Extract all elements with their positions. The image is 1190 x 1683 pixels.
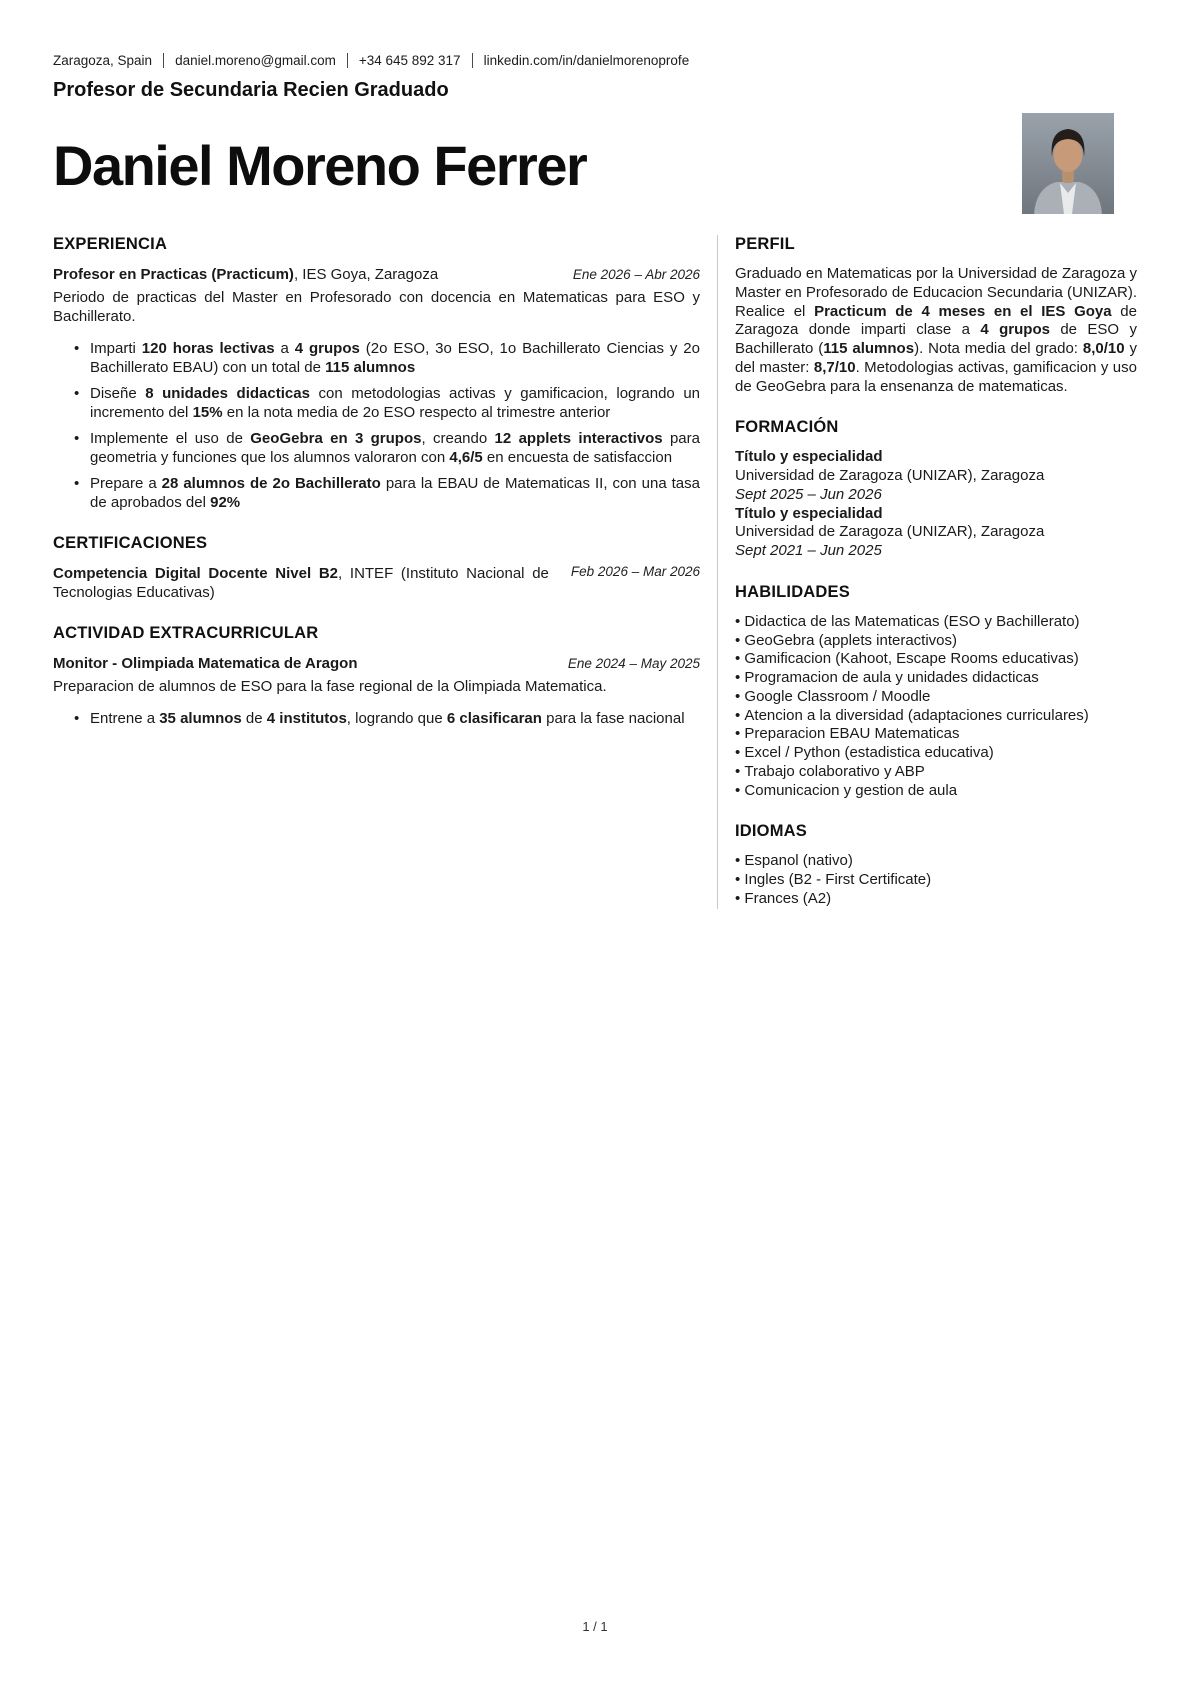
education-entry [735, 505, 1137, 561]
role-title: Monitor - Olimpiada Matematica de Aragon [53, 655, 358, 673]
language-item: • Ingles (B2 - First Certificate) [735, 871, 1137, 890]
entry-summary: Preparacion de alumnos de ESO para la fase regional de la Olimpiada Matematica. [53, 677, 607, 695]
contact-phone: +34 645 892 317 [358, 53, 461, 68]
education-dates: Sept 2025 – Jun 2026 [735, 485, 882, 503]
entry-dates: Ene 2024 – May 2025 [567, 656, 700, 672]
experience-entry [53, 265, 700, 512]
entry-summary: Periodo de practicas del Master en Profesorado con docencia en Matematicas para ESO y Bachillerato. [53, 288, 700, 325]
profile-photo [1022, 113, 1114, 214]
main-column [53, 235, 700, 909]
skill-item: • GeoGebra (applets interactivos) [735, 632, 1137, 651]
page-number: 1 / 1 [582, 1619, 608, 1634]
role-title: Profesor en Practicas (Practicum), IES Goya, Zaragoza [53, 266, 439, 283]
contact-email: daniel.moreno@gmail.com [175, 53, 336, 68]
skill-item: • Google Classroom / Moodle [735, 688, 1137, 707]
section-title-formacion: FORMACIÓN [735, 418, 839, 437]
bullet-item: • Entrene a 35 alumnos de 4 institutos, logrando que 6 clasificaran para la fase nacional [53, 709, 700, 728]
section-title-perfil: PERFIL [735, 235, 795, 253]
contact-linkedin: linkedin.com/in/danielmorenoprofe [483, 53, 690, 68]
skill-item: • Programacion de aula y unidades didacticas [735, 669, 1137, 688]
bullet-item: • Implemente el uso de GeoGebra en 3 grupos, creando 12 applets interactivos para geometria y funciones que los alumnos valoraron con 4,6/5 en encuesta de satisfaccion [53, 429, 700, 467]
sidebar-column [717, 235, 1137, 909]
bullet-list [53, 709, 700, 728]
contact-location: Zaragoza, Spain [53, 53, 153, 68]
school-name: Universidad de Zaragoza (UNIZAR), Zaragoza [735, 523, 1045, 541]
columns [53, 235, 1137, 909]
bullet-item: • Prepare a 28 alumnos de 2o Bachillerato para la EBAU de Matematicas II, con una tasa de aprobados del 92% [53, 474, 700, 512]
candidate-name: Daniel Moreno Ferrer [53, 134, 587, 197]
school-name: Universidad de Zaragoza (UNIZAR), Zaragoza [735, 467, 1045, 484]
skill-item: • Didactica de las Matematicas (ESO y Bachillerato) [735, 613, 1137, 632]
separator [163, 53, 164, 68]
entry-head [53, 654, 700, 674]
perfil-text: Graduado en Matematicas por la Universidad de Zaragoza y Master en Profesorado de Educacion Secundaria (UNIZAR). Realice el Practicum de 4 meses en el IES Goya de Zaragoza donde imparti clase a 4 grupos de ESO y Bachillerato (115 alumnos). Nota media del grado: 8,0/10 y del master: 8,7/10. Metodologias activas, gamificacion y uso de GeoGebra para la ensenanza de matematicas. [735, 265, 1138, 395]
language-item: • Frances (A2) [735, 890, 1137, 909]
skill-item: • Trabajo colaborativo y ABP [735, 763, 1137, 782]
education-entry [735, 448, 1137, 504]
certification-text: Competencia Digital Docente Nivel B2, INTEF (Instituto Nacional de Tecnologias Educativas) [53, 564, 549, 602]
skill-item: • Excel / Python (estadistica educativa) [735, 744, 1137, 763]
bullet-item: • Diseñe 8 unidades didacticas con metodologias activas y gamificacion, logrando un incremento del 15% en la nota media de 2o ESO respecto al trimestre anterior [53, 384, 700, 422]
entry-head [53, 265, 700, 285]
section-title-actividad: ACTIVIDAD EXTRACURRICULAR [53, 624, 319, 643]
bullet-item: • Imparti 120 horas lectivas a 4 grupos (2o ESO, 3o ESO, 1o Bachillerato Ciencias y 2o Bachillerato EBAU) con un total de 115 alumnos [53, 339, 700, 377]
entry-dates: Ene 2026 – Abr 2026 [572, 267, 700, 282]
certification-entry [53, 564, 700, 602]
section-title-experiencia: EXPERIENCIA [53, 235, 168, 253]
skill-item: • Gamificacion (Kahoot, Escape Rooms educativas) [735, 650, 1137, 669]
education-dates: Sept 2021 – Jun 2025 [735, 542, 882, 559]
skill-item: • Atencion a la diversidad (adaptaciones curriculares) [735, 707, 1137, 726]
job-title: Profesor de Secundaria Recien Graduado [53, 79, 449, 101]
activity-entry [53, 654, 700, 728]
degree-title: Título y especialidad [735, 448, 883, 466]
entry-dates: Feb 2026 – Mar 2026 [570, 563, 700, 579]
skill-item: • Comunicacion y gestion de aula [735, 782, 1137, 801]
bullet-list [53, 339, 700, 512]
section-title-habilidades: HABILIDADES [735, 582, 850, 601]
degree-title: Título y especialidad [735, 504, 883, 522]
languages-list [735, 852, 1137, 908]
section-title-idiomas: IDIOMAS [735, 822, 807, 841]
skill-item: • Preparacion EBAU Matematicas [735, 725, 1137, 744]
language-item: • Espanol (nativo) [735, 852, 1137, 871]
contact-bar [53, 53, 1137, 68]
skills-list [735, 613, 1137, 801]
section-title-certificaciones: CERTIFICACIONES [53, 533, 208, 552]
separator [347, 53, 348, 68]
separator [472, 53, 473, 68]
